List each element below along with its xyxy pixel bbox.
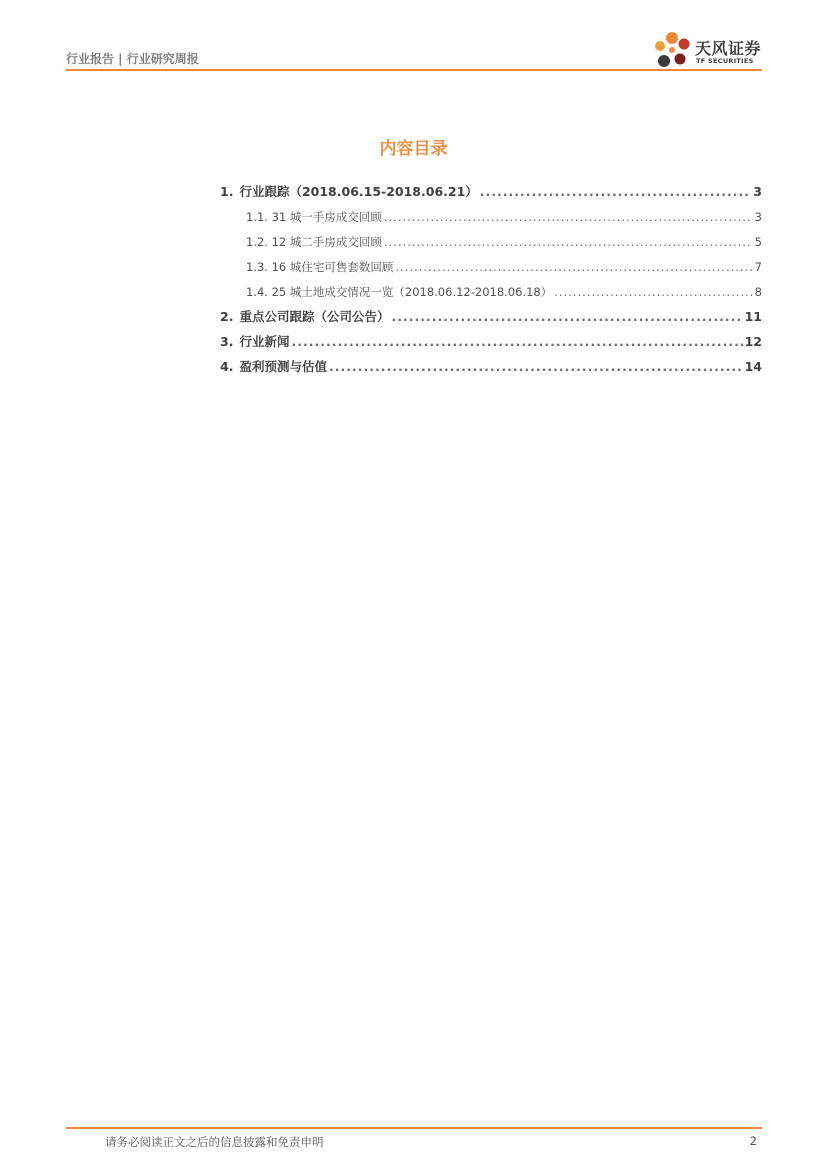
page-number: 2 <box>749 1134 757 1148</box>
toc-entry-page: 5 <box>754 235 762 249</box>
toc-entry-text: 1.3. 16 城住宅可售套数回顾 <box>246 260 394 274</box>
toc-entry-page: 3 <box>753 184 762 199</box>
toc-leader-dots <box>480 183 752 201</box>
toc-leader-dots <box>384 208 753 226</box>
toc-leader-dots <box>554 283 752 301</box>
toc-title: 内容目录 <box>379 139 448 159</box>
toc-entry-number: 4. <box>220 359 234 374</box>
toc-entry[interactable] <box>220 358 762 376</box>
toc-entry-text: 重点公司跟踪（公司公告） <box>239 309 390 324</box>
toc-entry[interactable] <box>220 308 762 326</box>
logo-mark-icon <box>650 30 694 74</box>
toc-entry-page: 8 <box>754 285 762 299</box>
toc-entry-page: 12 <box>744 334 762 349</box>
toc-entry-page: 11 <box>744 309 762 324</box>
toc-leader-dots <box>291 333 742 351</box>
footer-divider <box>66 1127 762 1129</box>
toc-entry[interactable] <box>220 333 762 351</box>
toc-entry[interactable] <box>246 233 762 251</box>
toc-entry[interactable] <box>246 208 762 226</box>
toc-entry-number: 2. <box>220 309 234 324</box>
toc-entry-page: 3 <box>754 210 762 224</box>
company-logo <box>650 30 766 74</box>
toc-leader-dots <box>384 233 753 251</box>
footer-disclaimer: 请务必阅读正文之后的信息披露和免责申明 <box>105 1135 324 1149</box>
logo-name-cn: 天风证券 <box>695 39 762 58</box>
toc-entry-text: 行业跟踪（2018.06.15-2018.06.21） <box>239 184 478 199</box>
toc-entry-number: 3. <box>220 334 234 349</box>
toc-leader-dots <box>395 258 752 276</box>
toc-entry-number: 1. <box>220 184 234 199</box>
toc-entry-text: 盈利预测与估值 <box>239 359 327 374</box>
logo-name-en: TF SECURITIES <box>696 57 754 65</box>
toc-entry-text: 1.4. 25 城土地成交情况一览（2018.06.12-2018.06.18） <box>246 285 553 299</box>
toc-entry-page: 14 <box>744 359 762 374</box>
toc-leader-dots <box>391 308 742 326</box>
toc-leader-dots <box>329 358 743 376</box>
toc-entry-page: 7 <box>754 260 762 274</box>
toc-entry[interactable] <box>246 258 762 276</box>
toc-entry[interactable] <box>220 183 762 201</box>
toc-entry[interactable] <box>246 283 762 301</box>
header-breadcrumb: 行业报告 | 行业研究周报 <box>66 52 199 66</box>
toc-entry-text: 行业新闻 <box>239 334 290 349</box>
toc-entry-text: 1.1. 31 城一手房成交回顾 <box>246 210 382 224</box>
toc-entry-text: 1.2. 12 城二手房成交回顾 <box>246 235 382 249</box>
